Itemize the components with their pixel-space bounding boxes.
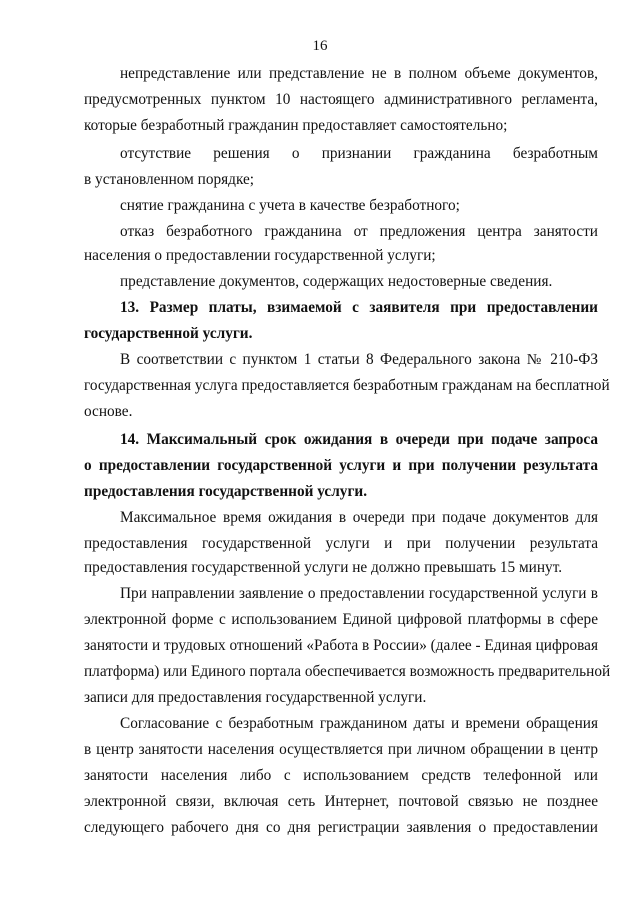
text-line: в центр занятости населения осуществляется при личном обращении в центр: [84, 741, 598, 758]
section-heading-line: о предоставлении государственной услуги и при получении результата: [84, 457, 598, 474]
text-line: предоставления государственной услуги и при получении результата: [84, 535, 598, 552]
text-line: При направлении заявление о предоставлении государственной услуги в: [120, 585, 598, 602]
text-line: электронной связи, включая сеть Интернет, почтовой связью не позднее: [84, 793, 598, 810]
text-line: непредставление или представление не в полном объеме документов,: [120, 65, 598, 82]
text-line: в установленном порядке;: [84, 171, 255, 188]
text-line: предоставления государственной услуги не должно превышать 15 минут.: [84, 559, 563, 576]
text-line: записи для предоставления государственной услуги.: [84, 689, 427, 706]
text-line: представление документов, содержащих недостоверные сведения.: [120, 273, 553, 290]
text-line: снятие гражданина с учета в качестве безработного;: [120, 197, 460, 214]
text-line: В соответствии с пунктом 1 статьи 8 Федерального закона № 210-ФЗ: [120, 351, 598, 368]
text-line: Максимальное время ожидания в очереди при подаче документов для: [120, 509, 598, 526]
text-line: платформа) или Единого портала обеспечивается возможность предварительной: [84, 663, 611, 680]
section-heading-line: предоставления государственной услуги.: [84, 483, 368, 500]
text-line: электронной форме с использованием Единой цифровой платформы в сфере: [84, 611, 598, 628]
text-line: основе.: [84, 403, 133, 420]
text-line: государственная услуга предоставляется безработным гражданам на бесплатной: [84, 377, 610, 394]
section-heading-line: 13. Размер платы, взимаемой с заявителя при предоставлении: [120, 299, 598, 316]
text-line: населения о предоставлении государственной услуги;: [84, 247, 436, 264]
section-heading-line: 14. Максимальный срок ожидания в очереди при подаче запроса: [120, 431, 598, 448]
text-line: отсутствие решения о признании гражданина безработным: [120, 145, 598, 162]
text-line: Согласование с безработным гражданином даты и времени обращения: [120, 715, 598, 732]
section-heading-line: государственной услуги.: [84, 325, 253, 342]
text-line: занятости и трудовых отношений «Работа в России» (далее - Единая цифровая: [84, 637, 599, 654]
text-line: отказ безработного гражданина от предложения центра занятости: [120, 223, 598, 240]
text-line: предусмотренных пунктом 10 настоящего административного регламента,: [84, 91, 598, 108]
text-line: которые безработный гражданин предоставляет самостоятельно;: [84, 117, 508, 134]
text-line: занятости населения либо с использованием средств телефонной или: [84, 767, 598, 784]
text-line: следующего рабочего дня со дня регистрации заявления о предоставлении: [84, 819, 598, 836]
page-number: 16: [312, 38, 328, 54]
